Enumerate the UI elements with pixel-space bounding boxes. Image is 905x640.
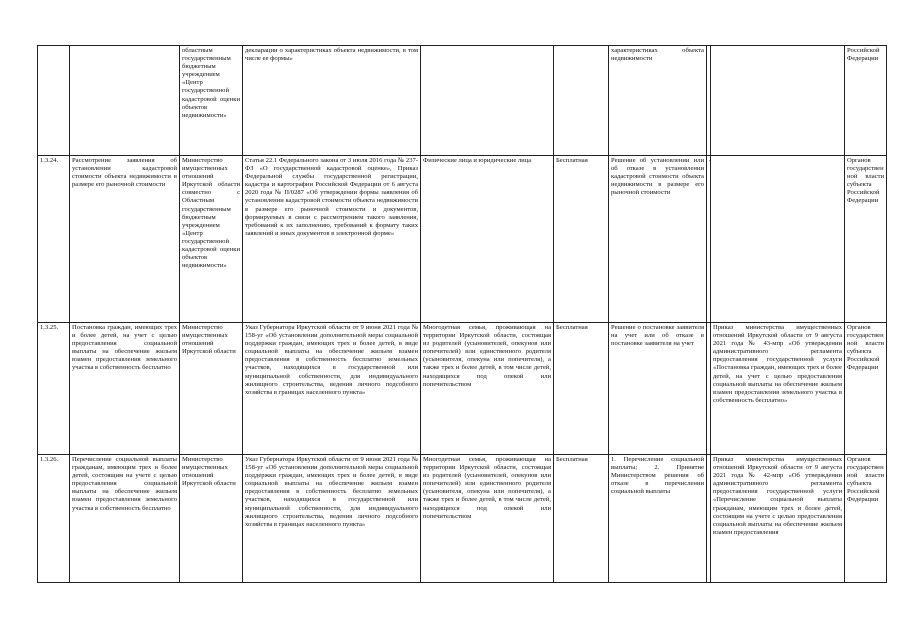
applicants: Многодетная семья, проживающая на территории Иркутской области, состоящая из родителей (усыновителей, опекунов или попечителей) или единственного родителя (усыновителя, опекуна или попечителя), а также трех и более детей, в том числе детей, находящихся под опекой или попечительством (421, 455, 554, 583)
applicants (421, 46, 554, 156)
result: Решение о постановке заявителя на учет или об отказе в постановке заявителя на учет (609, 323, 707, 455)
authority: Министерство имущественных отношений Иркутской области совместно с Областным государственным бюджетным учреждением «Центр государственной кадастровой оценки объектов недвижимости» (180, 156, 243, 323)
table-row (38, 455, 887, 583)
fee: Бесплатная (554, 156, 609, 323)
service-name: Рассмотрение заявления об установлении кадастровой стоимости объекта недвижимости в размере его рыночной стоимости (70, 156, 180, 323)
result: характеристиках объекта недвижимости (609, 46, 707, 156)
table-row (38, 156, 887, 323)
service-name: Перечисление социальной выплаты гражданам, имеющим трех и более детей, состоящим на учете с целью предоставления социальной выплаты на обеспечение жильем взамен предоставления земельного участка в собственность бесплатно (70, 455, 180, 583)
authority: областным государственным бюджетным учреждением «Центр государственной кадастровой оценки объектов недвижимости» (180, 46, 243, 156)
responsible-body: Органов государственной власти субъекта Российской Федерации (845, 323, 887, 455)
responsible-body: Российской Федерации (845, 46, 887, 156)
applicants: Физические лица и юридические лица (421, 156, 554, 323)
responsible-body: Органов государственной власти субъекта Российской Федерации (845, 156, 887, 323)
authority: Министерство имущественных отношений Иркутской области (180, 323, 243, 455)
row-number: 1.3.24. (38, 156, 70, 323)
admin-regulation (711, 156, 845, 323)
applicants: Многодетная семья, проживающая на территории Иркутской области, состоящая из родителей (усыновителей, опекунов или попечителей) или единственного родителя (усыновителя, опекуна или попечителя), а также трех и более детей, в том числе детей, находящихся под опекой или попечительством (421, 323, 554, 455)
legal-basis: Статья 22.1 Федерального закона от 3 июля 2016 года № 237-ФЗ «О государственной кадастровой оценке», Приказ Федеральной службы государственной регистрации, кадастра и картографии Российской Федерации от 6 августа 2020 года № П/0287 «Об утверждении формы заявления об установлении кадастровой стоимости объекта недвижимости в размере его рыночной стоимости и документов, формируемых в связи с рассмотрением такого заявления, требований к их заполнению, требований к формату таких заявлений и иных документов в электронной форме» (243, 156, 421, 323)
result: Решение об установлении или об отказе в установлении кадастровой стоимости объекта недвижимости в размере его рыночной стоимости (609, 156, 707, 323)
extra: - (707, 156, 711, 323)
legal-basis: декларации о характеристиках объекта недвижимости, в том числе ее формы» (243, 46, 421, 156)
legal-basis: Указ Губернатора Иркутской области от 9 июня 2021 года № 158-уг «Об установлении дополнительной меры социальной поддержки граждан, имеющих трех и более детей, в виде социальной выплаты на обеспечение жильем взамен предоставления в собственность бесплатно земельных участков, находящихся в государственной или муниципальной собственности, для индивидуального жилищного строительства, ведения личного подсобного хозяйства в границах населенного пункта» (243, 323, 421, 455)
legal-basis: Указ Губернатора Иркутской области от 9 июня 2021 года № 158-уг «Об установлении дополнительной меры социальной поддержки граждан, имеющих трех и более детей, в виде социальной выплаты на обеспечение жильем взамен предоставления в собственность бесплатно земельных участков, находящихся в государственной или муниципальной собственности, для индивидуального жилищного строительства, ведения личного подсобного хозяйства в границах населенного пункта» (243, 455, 421, 583)
fee: Бесплатная (554, 323, 609, 455)
row-number: 1.3.26. (38, 455, 70, 583)
services-register-table (37, 45, 887, 583)
row-number (38, 46, 70, 156)
table-row (38, 323, 887, 455)
service-name: Постановка граждан, имеющих трех и более детей, на учет с целью предоставления социальной выплаты на обеспечение жильем взамен предоставления земельного участка в собственность бесплатно (70, 323, 180, 455)
responsible-body: Органов государственной власти субъекта Российской Федерации (845, 455, 887, 583)
admin-regulation: Приказ министерства имущественных отношений Иркутской области от 9 августа 2021 года № 42-мпр «Об утверждении административного регламента предоставления государственной услуги «Перечисление социальной выплаты гражданам, имеющим трех и более детей, состоящим на учете с целью предоставления социальной выплаты на обеспечение жильем взамен предоставления (711, 455, 845, 583)
table-row (38, 46, 887, 156)
authority: Министерство имущественных отношений Иркутской области (180, 455, 243, 583)
fee: Бесплатная (554, 455, 609, 583)
result: 1. Перечисление социальной выплаты; 2. Принятие Министерством решения об отказе в перечислении социальной выплаты (609, 455, 707, 583)
service-name (70, 46, 180, 156)
admin-regulation: Приказ министерства имущественных отношений Иркутской области от 9 августа 2021 года № 43-мпр «Об утверждении административного регламента предоставления государственной услуги «Постановка граждан, имеющих трех и более детей, на учет с целью предоставления социальной выплаты на обеспечение жильем взамен предоставления земельного участка в собственность бесплатно» (711, 323, 845, 455)
row-number: 1.3.25. (38, 323, 70, 455)
admin-regulation (711, 46, 845, 156)
fee (554, 46, 609, 156)
